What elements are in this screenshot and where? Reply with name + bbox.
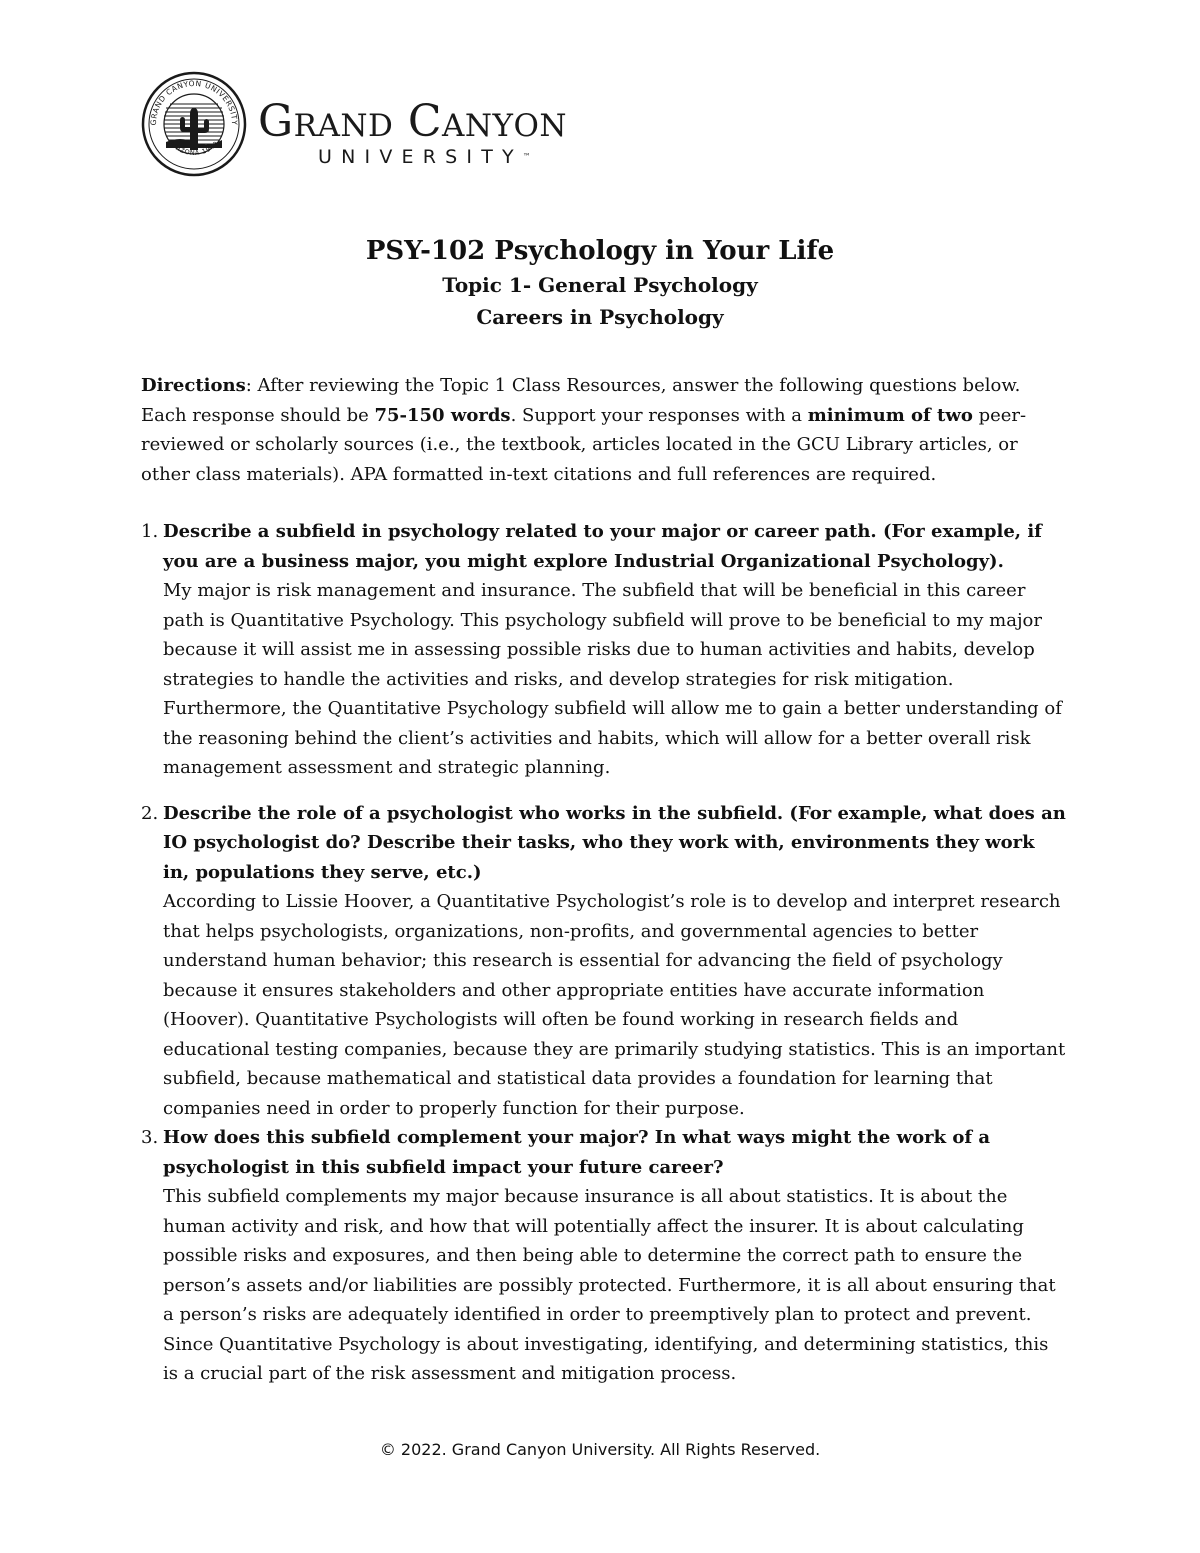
topic-title: Topic 1- General Psychology: [442, 273, 758, 297]
question-prompt: How does this subfield complement your major? In what ways might the work of a psychologist in this subfield impact your future career?: [163, 1127, 991, 1178]
question-answer: This subfield complements my major because insurance is all about statistics. It is about the human activity and risk, and how that will potentially affect the insurer. It is about calculating possible risks and exposures, and then being able to determine the correct path to ensure the person’s assets and/or liabilities are possibly protected. Furthermore, it is all about ensuring that a person’s risks are adequately identified in order to preemptively plan to protect and prevent. Since Quantitative Psychology is about investigating, identifying, and determining statistics, this is a crucial part of the risk assessment and mitigation process.: [163, 1186, 1056, 1384]
wordmark-secondary: [258, 146, 638, 168]
word-count-requirement: 75-150 words: [374, 404, 511, 426]
copyright-footer: © 2022. Grand Canyon University. All Rights Reserved.: [379, 1440, 821, 1459]
svg-text:ARIZONA 1949: ARIZONA 1949: [167, 139, 221, 158]
question-item: [141, 799, 1066, 1124]
trademark-symbol: ™: [522, 152, 531, 161]
question-number: 3.: [141, 1127, 159, 1148]
question-answer: My major is risk management and insurance. The subfield that will be beneficial in this career path is Quantitative Psychology. This psychology subfield will prove to be beneficial to my major because it will assist me in assessing possible risks due to human activities and habits, develop strategies to handle the activities and risks, and develop strategies for risk mitigation. Furthermore, the Quantitative Psychology subfield will allow me to gain a better understanding of the reasoning behind the client’s activities and habits, which will allow for a better overall risk management assessment and strategic planning.: [163, 580, 1062, 778]
wordmark-primary: Grand Canyon: [258, 96, 568, 147]
wordmark-secondary-text: UNIVERSITY: [318, 146, 523, 168]
document-body: [141, 371, 1066, 1405]
university-seal-icon: [140, 70, 248, 178]
title-block: [0, 233, 1200, 333]
question-number: 1.: [141, 521, 159, 542]
directions-text-2: . Support your responses with a: [510, 404, 808, 426]
question-list: [141, 517, 1066, 1389]
question-item: [141, 1123, 1066, 1389]
university-logo: [140, 70, 640, 180]
directions-paragraph: [141, 371, 1066, 489]
directions-text-3: peer-reviewed or scholarly sources (i.e., the textbook, articles located in the GCU Library articles, or other class materials). APA formatted in-text citations and full references are required.: [141, 404, 1027, 485]
question-answer: According to Lissie Hoover, a Quantitative Psychologist’s role is to develop and interpret research that helps psychologists, organizations, non-profits, and governmental agencies to better understand human behavior; this research is essential for advancing the field of psychology because it ensures stakeholders and other appropriate entities have accurate information (Hoover). Quantitative Psychologists will often be found working in research fields and educational testing companies, because they are primarily studying statistics. This is an important subfield, because mathematical and statistical data provides a foundation for learning that companies need in order to properly function for their purpose.: [163, 891, 1066, 1119]
question-number: 2.: [141, 802, 159, 824]
university-wordmark: [258, 98, 638, 178]
course-title: PSY-102 Psychology in Your Life: [365, 236, 835, 266]
source-requirement: minimum of two: [807, 404, 973, 426]
question-prompt: Describe the role of a psychologist who works in the subfield. (For example, what does an IO psychologist do? Describe their tasks, who they work with, environments they work in, populations they serve, etc.): [163, 802, 1066, 883]
assignment-title: Careers in Psychology: [476, 305, 724, 329]
question-item: [141, 517, 1066, 783]
directions-text-1: : After reviewing the Topic 1 Class Resources, answer the following questions below. Each response should be: [141, 375, 1021, 426]
question-prompt: Describe a subfield in psychology related to your major or career path. (For example, if you are a business major, you might explore Industrial Organizational Psychology).: [163, 521, 1042, 572]
directions-label: Directions: [141, 375, 246, 396]
svg-text:GRAND CANYON UNIVERSITY: GRAND CANYON UNIVERSITY: [148, 78, 240, 126]
